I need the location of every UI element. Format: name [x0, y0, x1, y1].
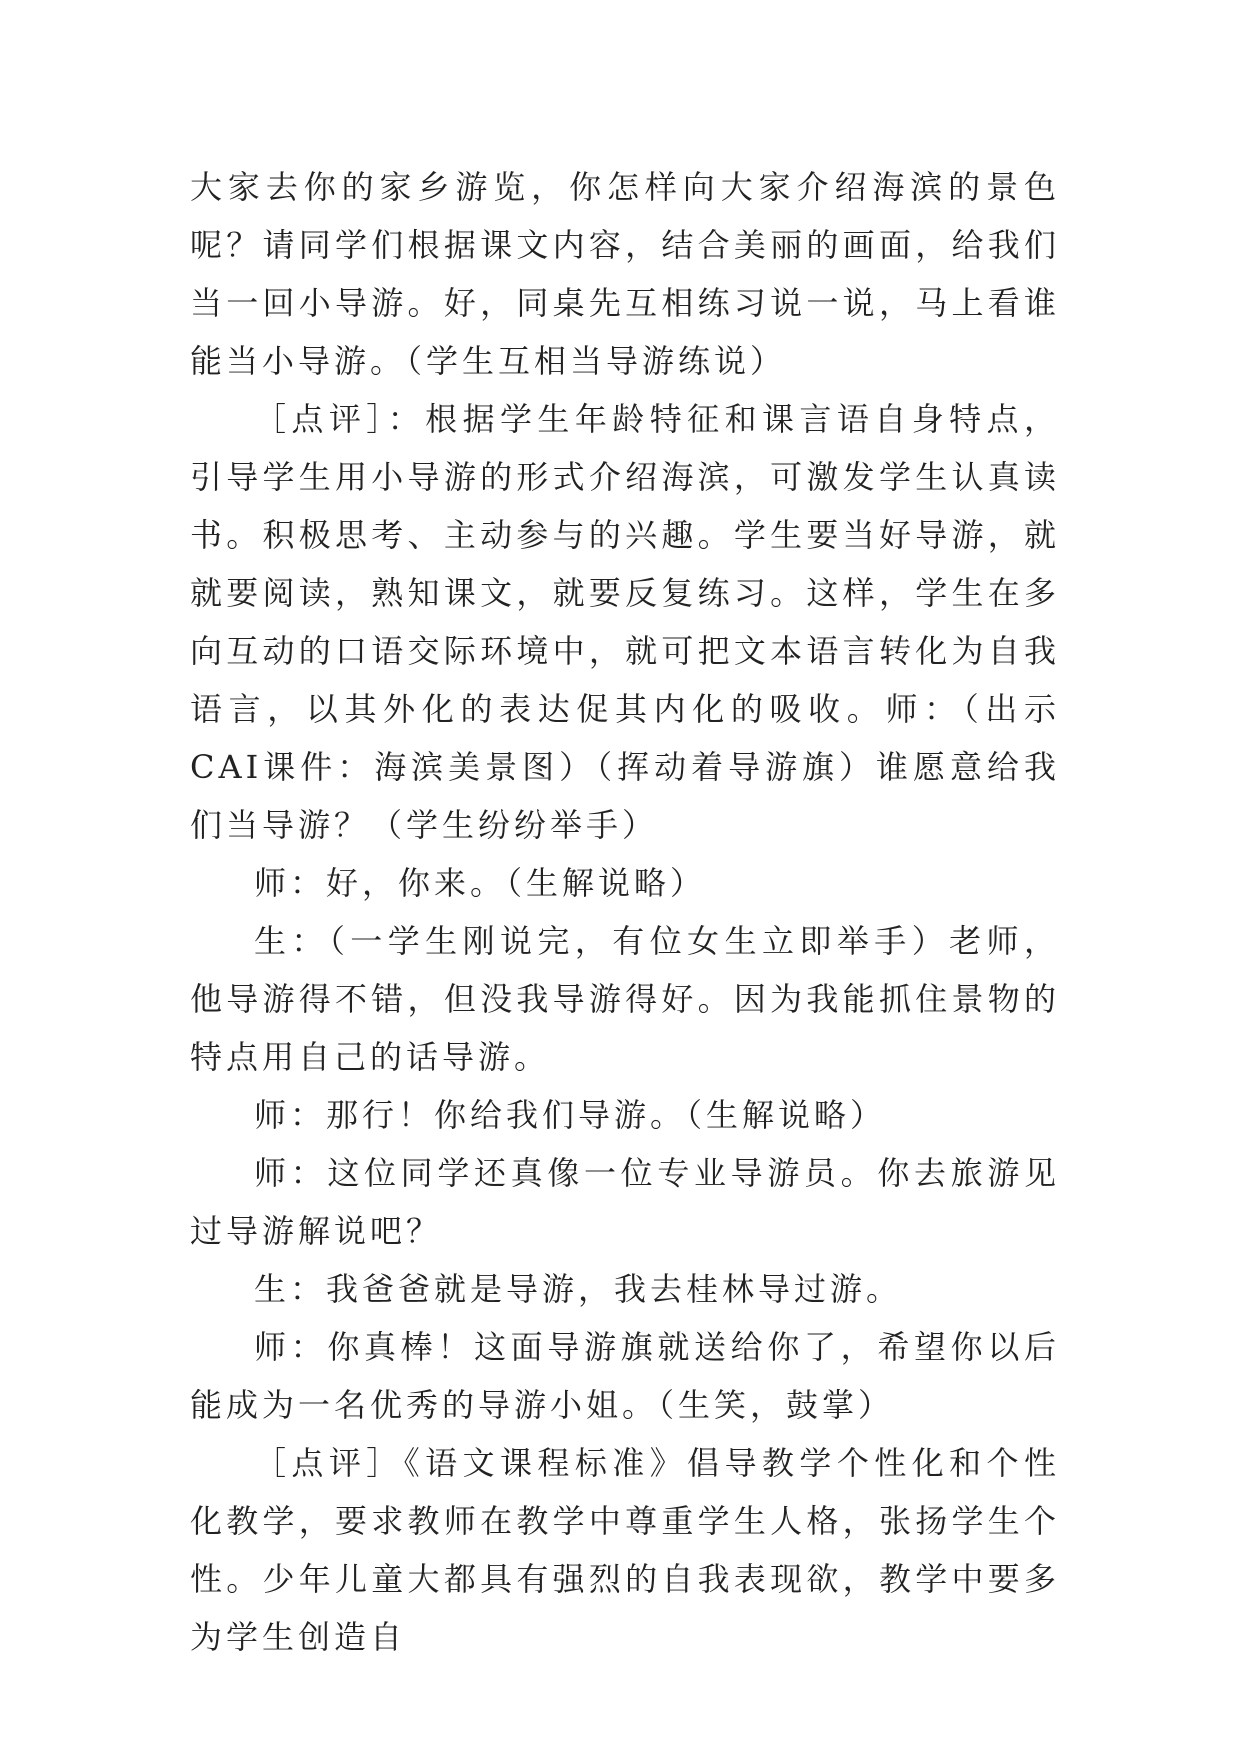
paragraph-5: 师：那行！你给我们导游。（生解说略） [254, 1096, 887, 1134]
paragraph-9: ［点评］《语文课程标准》倡导教学个性化和个性化教学，要求教师在教学中尊重学生人格，张扬学生个性。少年儿童大都具有强烈的自我表现欲，教学中要多为学生创造自 [190, 1444, 1060, 1656]
paragraph-3: 师：好，你来。（生解说略） [254, 864, 707, 902]
paragraph-2: ［点评］：根据学生年龄特征和课言语自身特点，引导学生用小导游的形式介绍海滨，可激发学生认真读书。积极思考、主动参与的兴趣。学生要当好导游，就就要阅读，熟知课文，就要反复练习。这样，学生在多向互动的口语交际环境中，就可把文本语言转化为自我语言，以其外化的表达促其内化的吸收。师：（出示CAI课件：海滨美景图）（挥动着导游旗）谁愿意给我们当导游？（学生纷纷举手） [190, 400, 1060, 844]
paragraph-6: 师：这位同学还真像一位专业导游员。你去旅游见过导游解说吧？ [190, 1154, 1060, 1250]
paragraph-7: 生：我爸爸就是导游，我去桂林导过游。 [254, 1270, 903, 1308]
paragraph-8: 师：你真棒！这面导游旗就送给你了，希望你以后能成为一名优秀的导游小姐。（生笑，鼓掌） [190, 1328, 1060, 1424]
paragraph-1: 大家去你的家乡游览，你怎样向大家介绍海滨的景色呢？请同学们根据课文内容，结合美丽的画面，给我们当一回小导游。好，同桌先互相练习说一说，马上看谁能当小导游。（学生互相当导游练说） [190, 168, 1060, 380]
paragraph-4: 生：（一学生刚说完，有位女生立即举手）老师，他导游得不错，但没我导游得好。因为我能抓住景物的特点用自己的话导游。 [190, 922, 1060, 1076]
document-body [190, 158, 1060, 1666]
